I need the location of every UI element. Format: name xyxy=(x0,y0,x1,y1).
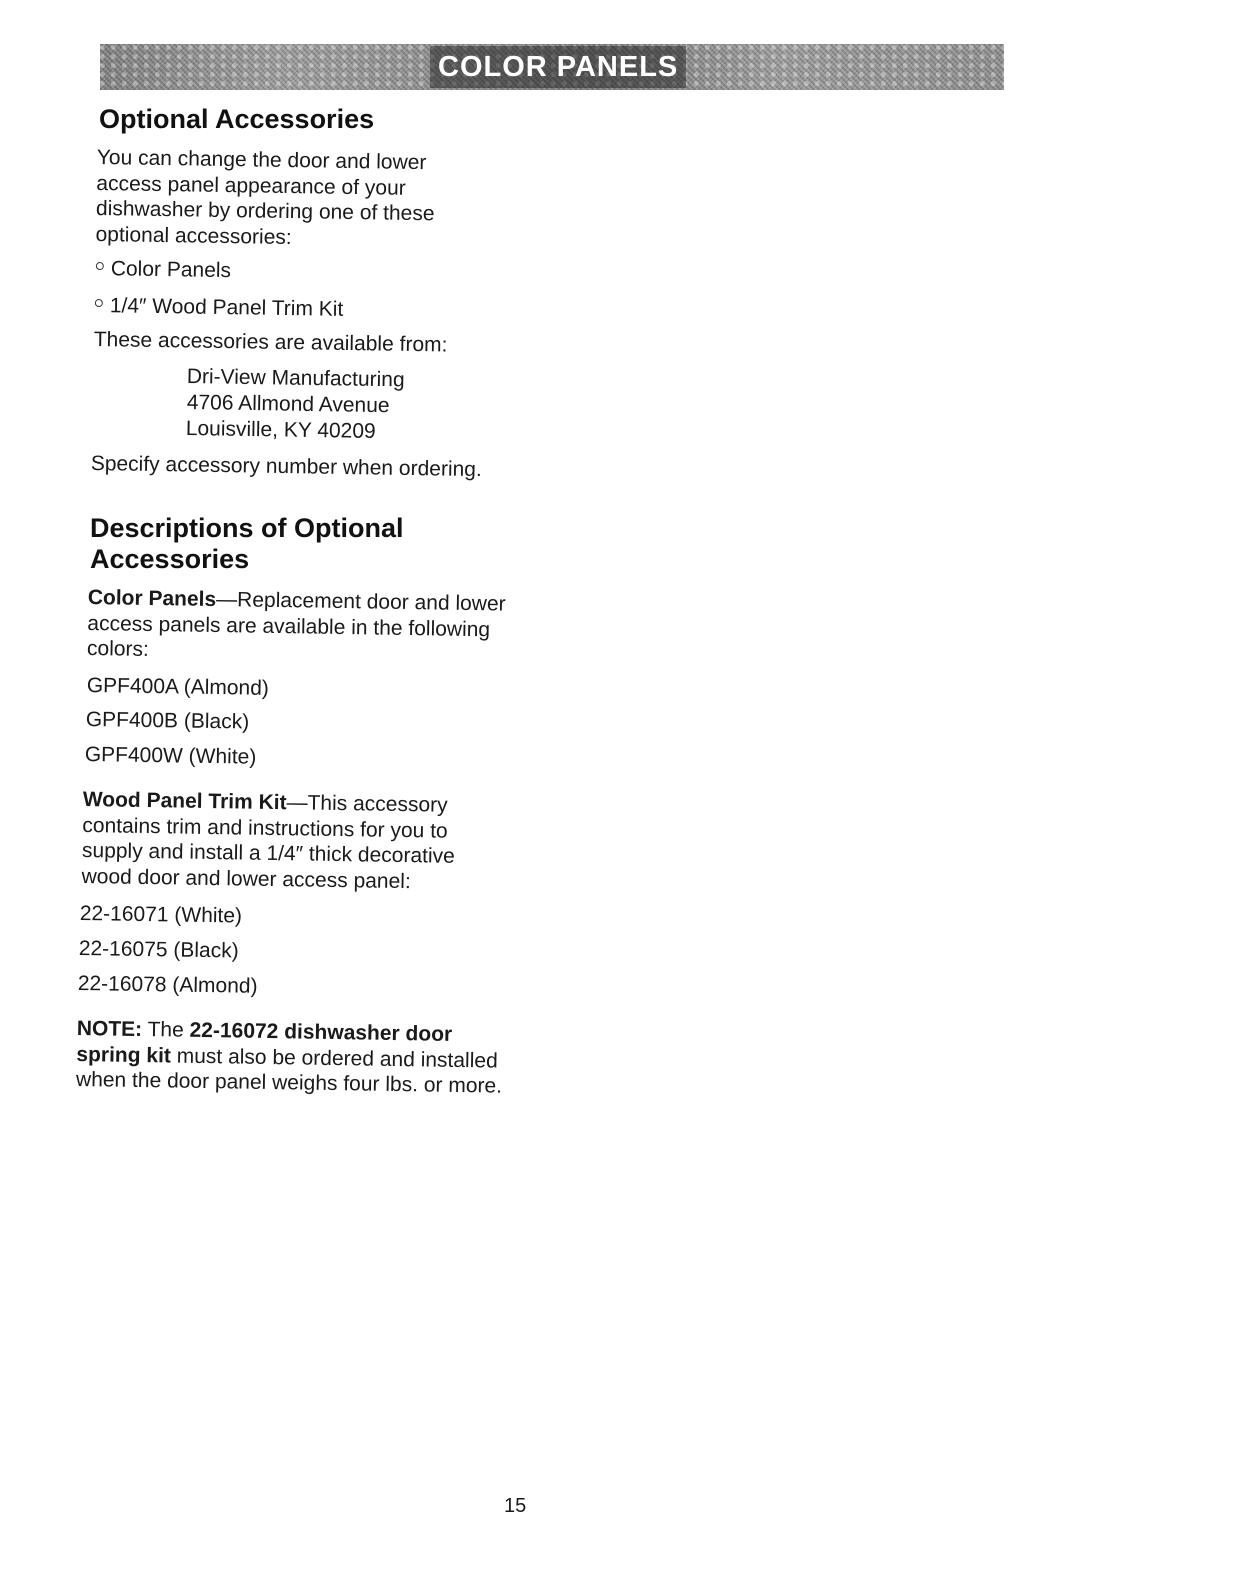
available-from-text: These accessories are available from: xyxy=(93,327,448,357)
color-panel-model: GPF400W (White) xyxy=(84,742,257,769)
section-banner xyxy=(100,44,1004,90)
bullet-icon xyxy=(95,299,103,307)
address-line: Dri-View Manufacturing xyxy=(186,364,405,392)
optional-intro: You can change the door and lower access panel appearance of your dishwasher by ordering one of these optional accessories: xyxy=(95,145,435,249)
note-label: NOTE: xyxy=(76,1016,143,1042)
address-line: 4706 Allmond Avenue xyxy=(186,390,390,418)
bullet-icon xyxy=(96,262,104,270)
address-line: Louisville, KY 40209 xyxy=(185,416,376,443)
wood-kit-text: —This accessory contains trim and instructions for you to supply and install a 1/4″ thick decorative wood door and lower access panel: xyxy=(81,791,455,893)
spring-kit-name: 22-16072 dishwasher door spring kit xyxy=(76,1018,453,1067)
wood-kit-model: 22-16071 (White) xyxy=(79,901,243,928)
color-panels-description xyxy=(87,585,513,668)
accessory-bullet-item xyxy=(96,256,232,283)
wood-kit-label: Wood Panel Trim Kit xyxy=(82,787,287,815)
accessory-item-label: 1/4″ Wood Panel Trim Kit xyxy=(109,294,344,321)
specify-note: Specify accessory number when ordering. xyxy=(90,451,482,482)
spring-kit-note: NOTE: The 22-16072 dishwasher door spring kit must also be ordered and installed when the door panel weighs four lbs. or more. xyxy=(75,1016,503,1098)
color-panels-text: —Replacement door and lower access panels are available in the following colors: xyxy=(86,588,506,661)
accessory-item-label: Color Panels xyxy=(110,257,232,283)
section-title: COLOR PANELS xyxy=(430,46,686,88)
color-panel-model: GPF400B (Black) xyxy=(85,707,250,734)
optional-accessories-heading: Optional Accessories xyxy=(99,104,375,134)
wood-kit-model: 22-16075 (Black) xyxy=(78,936,239,963)
accessory-bullet-item xyxy=(95,293,344,322)
page-number: 15 xyxy=(504,1495,527,1517)
color-panels-label: Color Panels xyxy=(87,585,217,612)
color-panel-model: GPF400A (Almond) xyxy=(86,673,270,700)
descriptions-heading: Descriptions of Optional Accessories xyxy=(90,513,404,574)
wood-kit-model: 22-16078 (Almond) xyxy=(77,971,258,998)
wood-kit-description xyxy=(81,787,508,896)
